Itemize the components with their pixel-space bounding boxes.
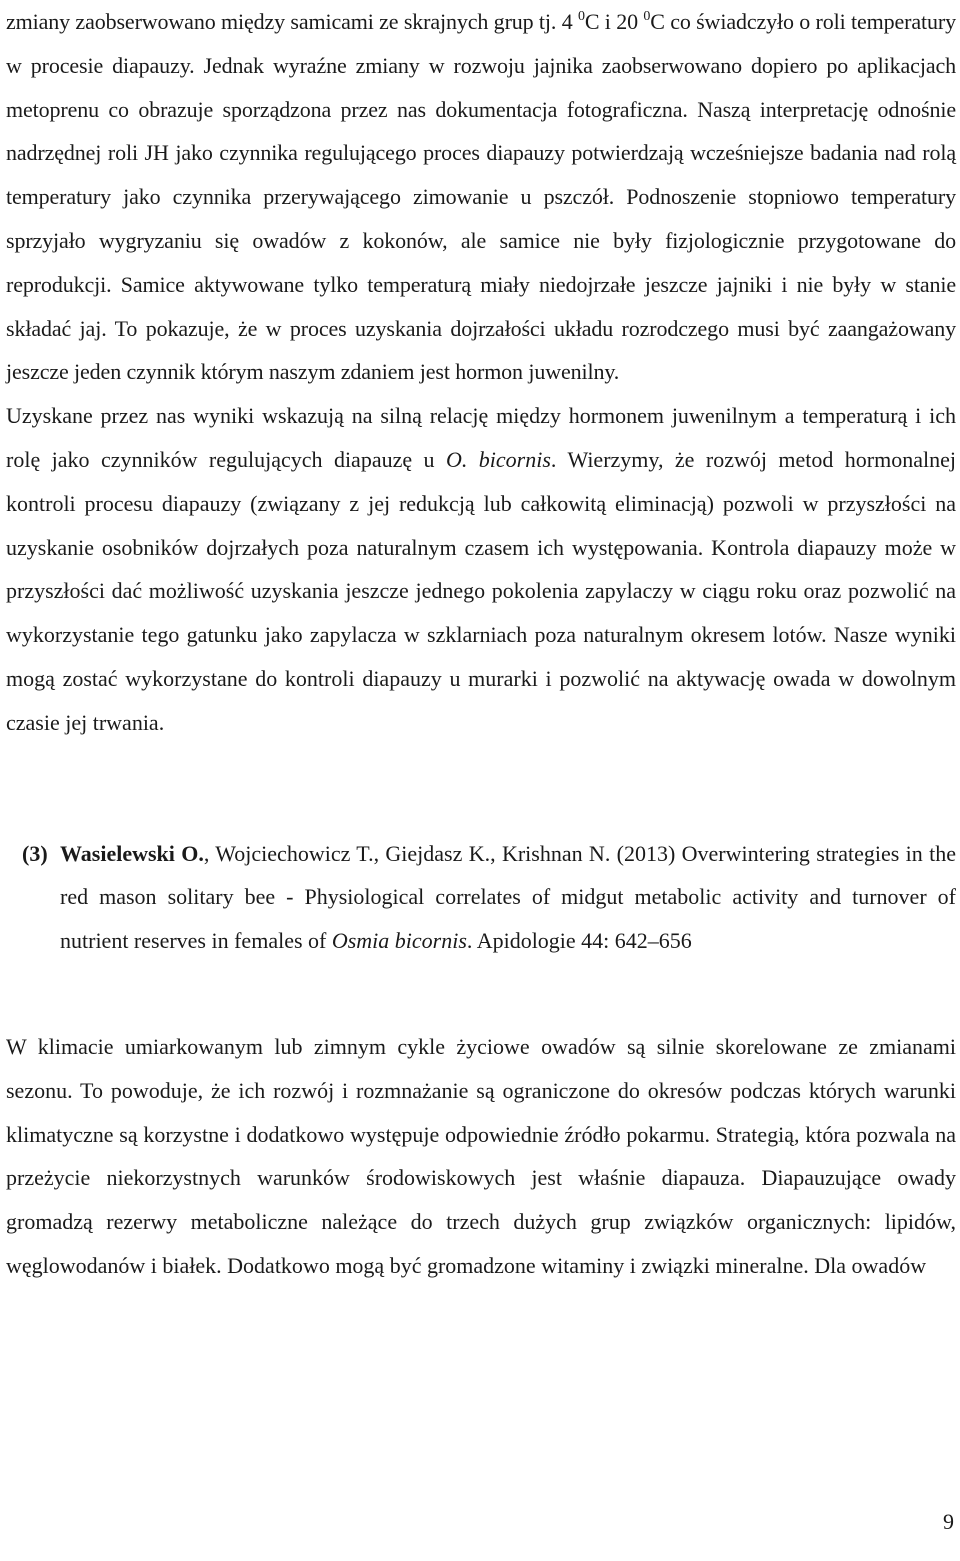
- superscript: 0: [643, 9, 651, 24]
- reference-entry: [6, 832, 956, 963]
- page-number: 9: [943, 1509, 954, 1534]
- spacer: [6, 745, 956, 832]
- text-run: zmiany zaobserwowano między samicami ze skrajnych grup tj. 4: [6, 9, 578, 34]
- text-run: C i 20: [584, 9, 644, 34]
- text-run: . Wierzymy, że rozwój metod hormonalnej kontroli procesu diapauzy (związany z jej redukcją lub całkowitą eliminacją) pozwoli w przyszłości na uzyskanie osobników dojrzałych poza naturalnym czasem ich występowania. Kontrola diapauzy może w przyszłości dać możliwość uzyskania jeszcze jednego pokolenia zapylaczy w ciągu roku oraz pozwolić na wykorzystanie tego gatunku jako zapylacza w szklarniach poza naturalnym okresem lotów. Nasze wyniki mogą zostać wykorzystane do kontroli diapauzy u murarki i pozwolić na aktywację owada w dowolnym czasie jej trwania.: [6, 446, 956, 735]
- reference-body: [60, 832, 956, 963]
- document-page: [6, 0, 956, 1288]
- paragraph-results-summary: [6, 394, 956, 744]
- reference-species: Osmia bicornis: [331, 928, 467, 954]
- superscript: 0: [577, 9, 585, 24]
- paragraph-diapause-temperature: [6, 0, 956, 394]
- reference-number: (3): [22, 840, 48, 866]
- species-name: O. bicornis: [445, 446, 551, 472]
- paragraph-climate-diapause: W klimacie umiarkowanym lub zimnym cykle życiowe owadów są silnie skorelowane ze zmianami sezonu. To powoduje, że ich rozwój i rozmnażanie są ograniczone do okresów podczas których warunki klimatyczne są korzystne i dodatkowo występuje odpowiednie źródło pokarmu. Strategią, która pozwala na przeżycie niekorzystnych warunków środowiskowych jest właśnie diapauza. Diapauzujące owady gromadzą rezerwy metaboliczne należące do trzech dużych grup związków organicznych: lipidów, węglowodanów i białek. Dodatkowo mogą być gromadzone witaminy i związki mineralne. Dla owadów: [6, 1033, 956, 1278]
- text-run: C co świadczyło o roli temperatury w procesie diapauzy. Jednak wyraźne zmiany w rozwoju jajnika zaobserwowano dopiero po aplikacjach metoprenu co obrazuje sporządzona przez nas dokumentacja fotograficzna. Naszą interpretację odnośnie nadrzędnej roli JH jako czynnika regulującego proces diapauzy potwierdzają wcześniejsze badania nad rolą temperatury jako czynnika przerywającego zimowanie u pszczół. Podnoszenie stopniowo temperatury sprzyjało wygryzaniu się owadów z kokonów, ale samice nie były fizjologicznie przygotowane do reprodukcji. Samice aktywowane tylko temperaturą miały niedojrzałe jeszcze jajniki i nie były w stanie składać jaj. To pokazuje, że w proces uzyskania dojrzałości układu rozrodczego musi być zaangażowany jeszcze jeden czynnik którym naszym zdaniem jest hormon juwenilny.: [6, 9, 956, 385]
- text-run: Uzyskane przez nas wyniki wskazują na silną relację między hormonem juwenilnym a temperaturą i ich rolę jako czynników regulujących diapauzę u: [6, 403, 956, 472]
- spacer: [6, 963, 956, 1025]
- reference-lead-author: Wasielewski O.: [60, 840, 204, 866]
- reference-authors: , Wojciechowicz T., Giejdasz K., Krishnan N. (2013) Overwintering strategies in the red mason solitary bee - Physiological correlates of midgut metabolic activity and turnover of nutrient reserves in females of: [60, 840, 956, 954]
- reference-journal: . Apidologie 44: 642–656: [466, 928, 692, 954]
